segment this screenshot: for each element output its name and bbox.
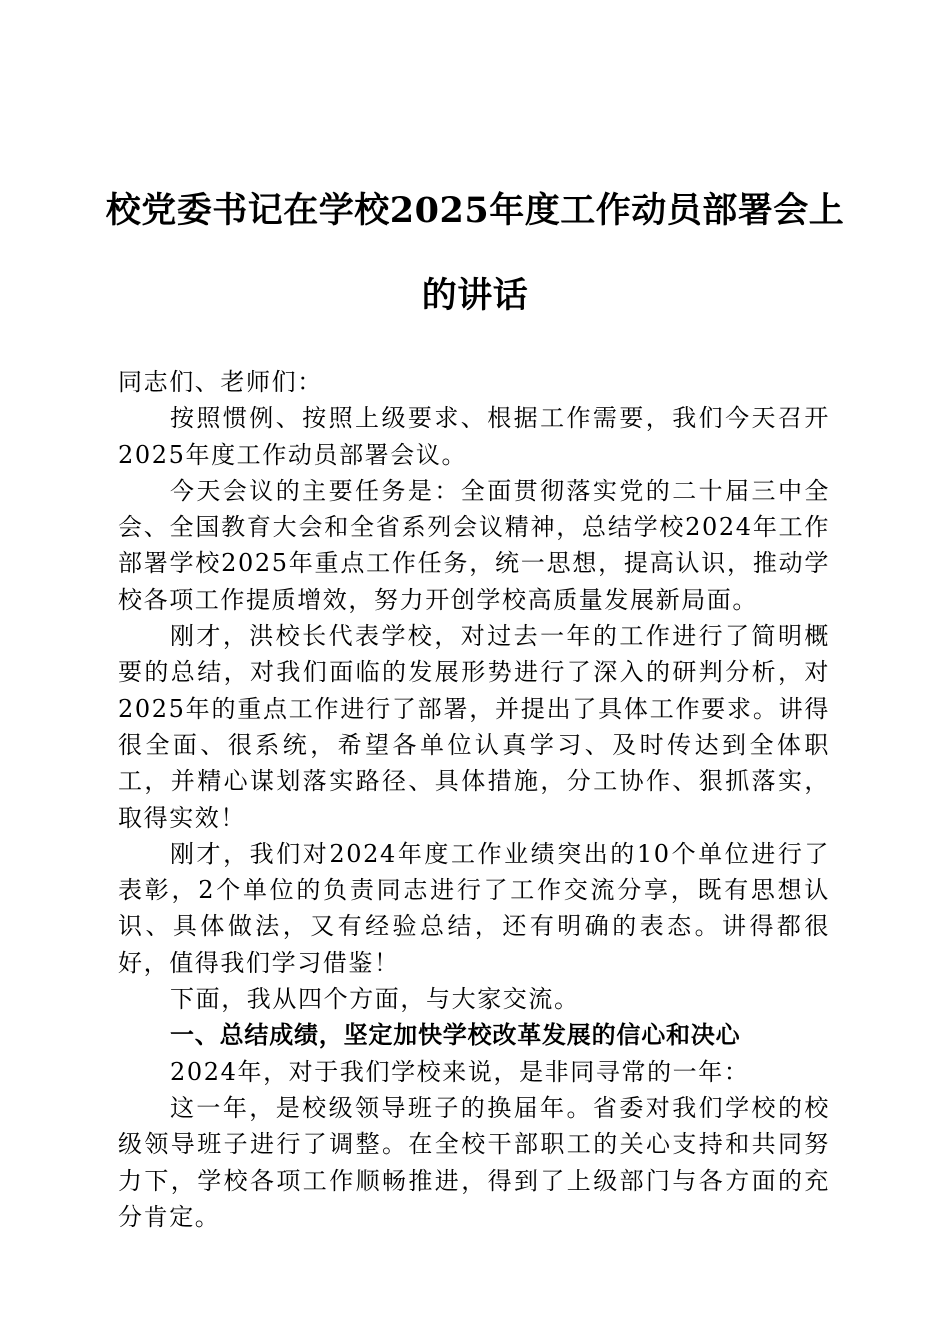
paragraph: 2024年，对于我们学校来说，是非同寻常的一年： [170, 1057, 750, 1086]
paragraph: 按照惯例、按照上级要求、根据工作需要，我们今天召开2025年度工作动员部署会议。 [118, 404, 830, 469]
document-title: 校党委书记在学校2025年度工作动员部署会上的讲话 [105, 190, 845, 316]
document-body [118, 364, 830, 1235]
section-heading: 一、总结成绩，坚定加快学校改革发展的信心和决心 [170, 1021, 741, 1050]
paragraph: 刚才，我们对2024年度工作业绩突出的10个单位进行了表彰，2个单位的负责同志进行了工作交流分享，既有思想认识、具体做法，又有经验总结，还有明确的表态。讲得都很好，值得我们学习借鉴！ [118, 839, 830, 977]
paragraph: 下面，我从四个方面，与大家交流。 [170, 985, 580, 1014]
paragraph: 这一年，是校级领导班子的换届年。省委对我们学校的校级领导班子进行了调整。在全校干部职工的关心支持和共同努力下，学校各项工作顺畅推进，得到了上级部门与各方面的充分肯定。 [118, 1093, 830, 1231]
salutation: 同志们、老师们： [118, 368, 323, 396]
paragraph: 今天会议的主要任务是：全面贯彻落实党的二十届三中全会、全国教育大会和全省系列会议精神，总结学校2024年工作部署学校2025年重点工作任务，统一思想，提高认识，推动学校各项工作提质增效，努力开创学校高质量发展新局面。 [118, 476, 830, 614]
paragraph: 刚才，洪校长代表学校，对过去一年的工作进行了简明概要的总结，对我们面临的发展形势进行了深入的研判分析，对2025年的重点工作进行了部署，并提出了具体工作要求。讲得很全面、很系统，希望各单位认真学习、及时传达到全体职工，并精心谋划落实路径、具体措施，分工协作、狠抓落实，取得实效！ [118, 622, 830, 832]
